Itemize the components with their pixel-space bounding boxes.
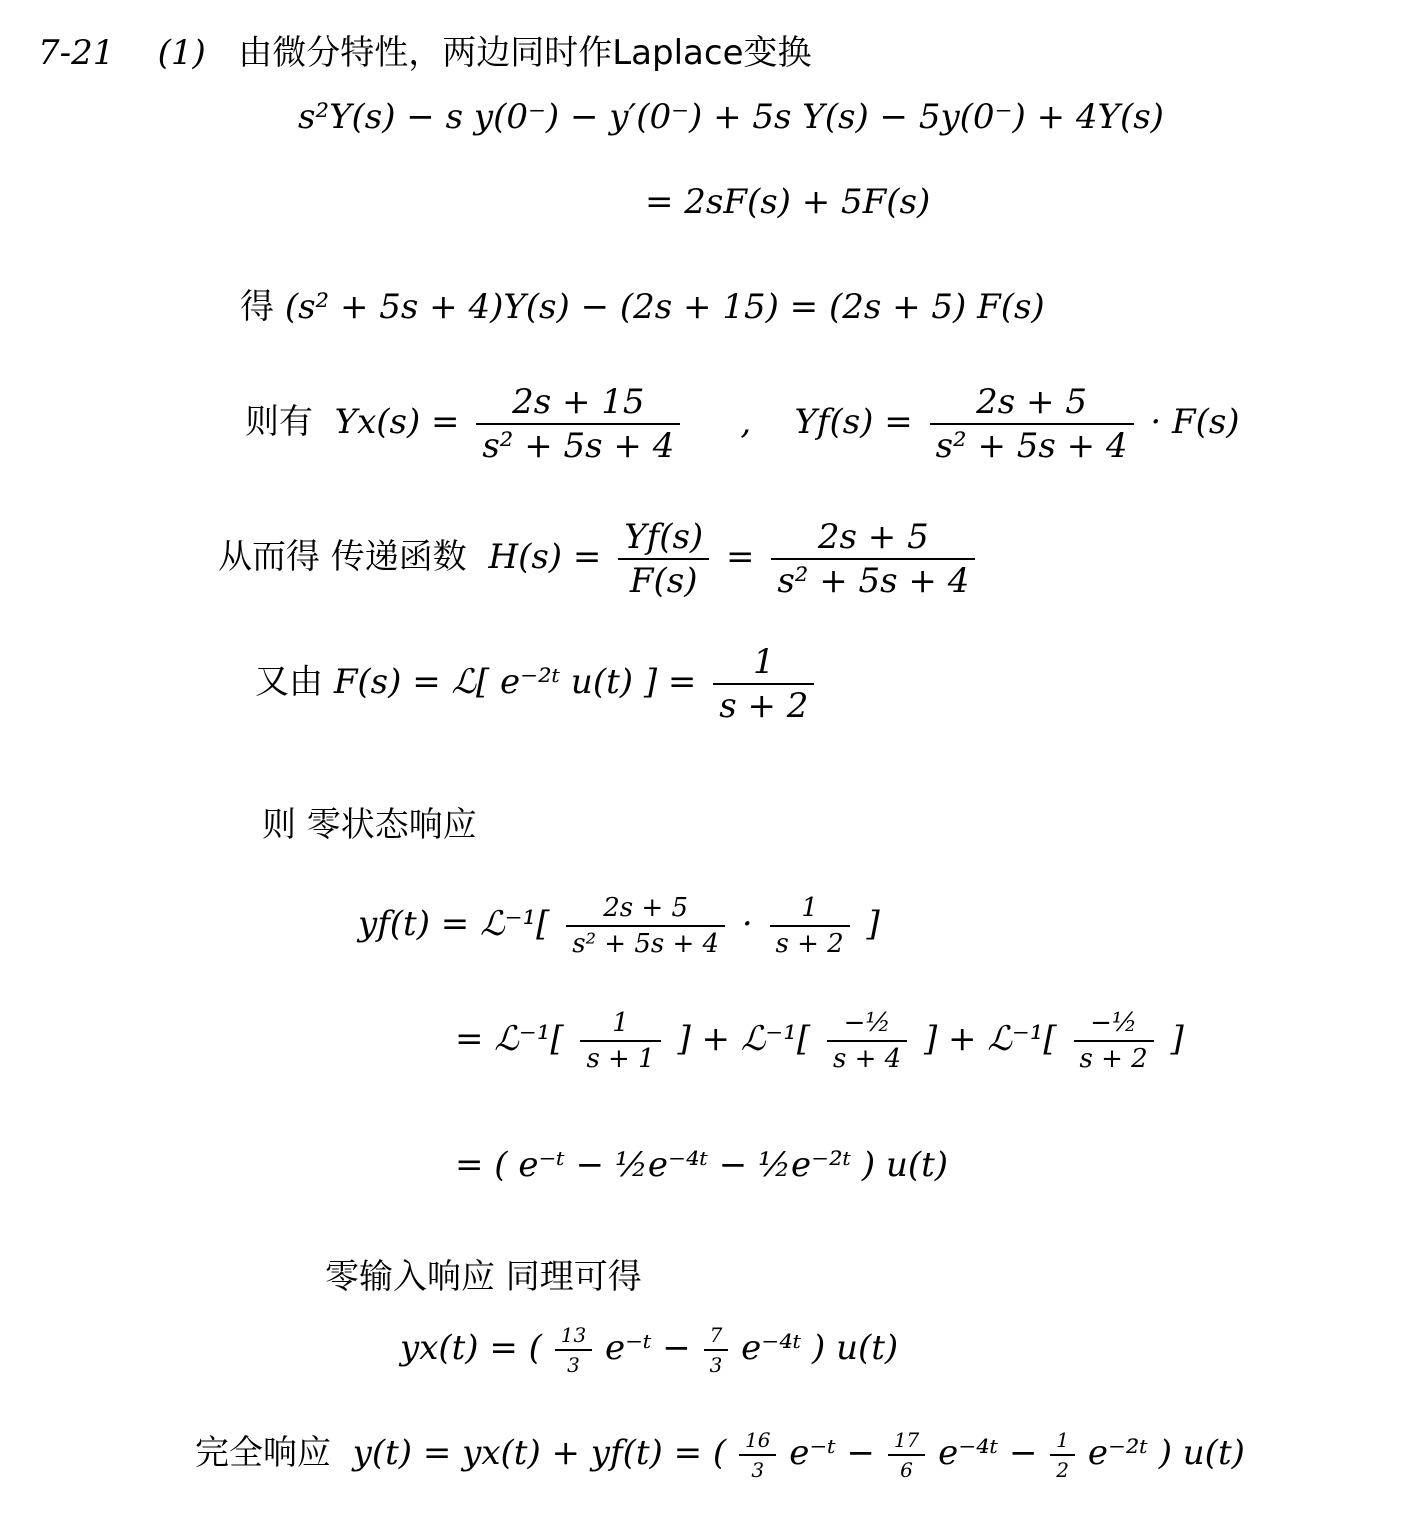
problem-heading <box>38 33 812 73</box>
y-coef-1-den: 3 <box>751 1458 765 1482</box>
y-coef-1-num: 16 <box>739 1430 776 1456</box>
intro-text: 由微分特性，两边同时作Laplace变换 <box>238 33 812 73</box>
pf-fraction-3 <box>1074 1010 1154 1072</box>
pf-part-2: ] + ℒ⁻¹[ <box>677 1019 811 1059</box>
problem-number: 7-21 <box>38 33 115 73</box>
yx-yf-s-domain <box>245 382 1240 466</box>
y-coef-3-den: 2 <box>1056 1458 1070 1482</box>
yx-coef-2-den: 3 <box>709 1353 723 1377</box>
transfer-function-line <box>218 517 981 601</box>
y-term-2: e⁻⁴ᵗ − <box>938 1433 1038 1473</box>
yf-numerator: 2s + 5 <box>930 385 1134 425</box>
pf-denominator-1: s + 1 <box>586 1044 655 1074</box>
h-fraction-ratio <box>618 517 709 601</box>
y-coef-3 <box>1050 1430 1075 1480</box>
multiply-dot: · <box>741 904 753 944</box>
partial-fractions-line <box>455 1010 1184 1072</box>
yf-tail: · F(s) <box>1150 402 1240 442</box>
yx-numerator: 2s + 15 <box>476 385 680 425</box>
input-transform-line <box>255 642 820 726</box>
h-fraction <box>771 517 975 601</box>
yf-lhs: Yf(s) = <box>794 402 913 442</box>
transfer-function-label: 从而得 传递函数 <box>218 537 467 577</box>
pf-fraction-2 <box>827 1010 907 1072</box>
yx-coef-1-num: 13 <box>555 1325 592 1351</box>
yf-time-numerator-2: 1 <box>770 895 850 927</box>
yx-term-1: e⁻ᵗ − <box>605 1328 691 1368</box>
yx-term-2: e⁻⁴ᵗ ) u(t) <box>741 1328 899 1368</box>
y-coef-3-num: 1 <box>1050 1430 1075 1456</box>
close-bracket: ] <box>866 904 880 944</box>
zero-input-label: 零输入响应 同理可得 <box>325 1257 642 1297</box>
laplace-transform-equation: s²Y(s) − s y(0⁻) − y′(0⁻) + 5s Y(s) − 5y(0⁻) + 4Y(s) <box>298 97 1164 137</box>
pf-part-1: = ℒ⁻¹[ <box>455 1019 564 1059</box>
yx-time-lhs: yx(t) = ( <box>400 1328 542 1368</box>
yf-fraction <box>930 382 1134 466</box>
zero-state-label: 则 零状态响应 <box>262 805 477 845</box>
pf-part-3: ] + ℒ⁻¹[ <box>923 1019 1057 1059</box>
yx-fraction <box>476 382 680 466</box>
y-coef-2-num: 17 <box>888 1430 925 1456</box>
pf-denominator-3: s + 2 <box>1079 1044 1148 1074</box>
y-coef-2 <box>888 1430 925 1480</box>
pf-numerator-3: −½ <box>1074 1010 1154 1042</box>
pf-numerator-1: 1 <box>580 1010 660 1042</box>
separator-comma: , <box>740 402 752 442</box>
also-label: 又由 <box>255 662 323 702</box>
h-denominator: s² + 5s + 4 <box>777 561 970 601</box>
yf-time-domain-line <box>358 895 880 957</box>
zero-input-heading <box>325 1257 642 1297</box>
yf-time-numerator-1: 2s + 5 <box>566 895 725 927</box>
complete-response-line <box>195 1430 1245 1480</box>
pf-denominator-2: s + 4 <box>832 1044 902 1074</box>
yx-coef-1 <box>555 1325 592 1375</box>
pf-part-4: ] <box>1170 1019 1184 1059</box>
yf-time-lhs: yf(t) = ℒ⁻¹[ <box>358 904 550 944</box>
yx-denominator: s² + 5s + 4 <box>482 426 675 466</box>
h-ratio-denominator: F(s) <box>629 561 698 601</box>
y-term-1: e⁻ᵗ − <box>789 1433 875 1473</box>
y-coef-2-den: 6 <box>900 1458 913 1482</box>
input-transform-denominator: s + 2 <box>719 686 809 726</box>
yf-time-denominator-1: s² + 5s + 4 <box>572 929 720 959</box>
collected-equation <box>240 287 1045 327</box>
h-lhs: H(s) = <box>488 537 602 577</box>
complete-lhs: y(t) = yx(t) + yf(t) = ( <box>352 1433 727 1473</box>
then-label: 则有 <box>245 402 313 442</box>
input-transform-expr: F(s) = ℒ[ e⁻²ᵗ u(t) ] = <box>333 662 697 702</box>
yf-denominator: s² + 5s + 4 <box>935 426 1128 466</box>
pf-fraction-1 <box>580 1010 660 1072</box>
yx-lhs: Yx(s) = <box>334 402 460 442</box>
zero-input-result <box>400 1325 898 1375</box>
yx-coef-1-den: 3 <box>567 1353 580 1377</box>
yf-time-denominator-2: s + 2 <box>775 929 844 959</box>
yx-coef-2-num: 7 <box>704 1325 729 1351</box>
zero-state-result: = ( e⁻ᵗ − ½e⁻⁴ᵗ − ½e⁻²ᵗ ) u(t) <box>455 1145 949 1185</box>
equals-sign: = <box>726 537 755 577</box>
y-coef-1 <box>739 1430 776 1480</box>
laplace-transform-rhs: = 2sF(s) + 5F(s) <box>645 182 931 222</box>
collected-expr: (s² + 5s + 4)Y(s) − (2s + 15) = (2s + 5) F(s) <box>284 287 1045 327</box>
yf-time-fraction-2 <box>770 895 850 957</box>
input-transform-fraction <box>713 642 814 726</box>
zero-state-heading <box>262 805 477 845</box>
part-label: (1) <box>157 33 206 73</box>
yf-time-fraction-1 <box>566 895 725 957</box>
pf-numerator-2: −½ <box>827 1010 907 1042</box>
h-ratio-numerator: Yf(s) <box>618 520 709 560</box>
complete-response-label: 完全响应 <box>195 1433 331 1473</box>
de-label: 得 <box>240 287 274 327</box>
input-transform-numerator: 1 <box>713 645 814 685</box>
yx-coef-2 <box>704 1325 729 1375</box>
y-term-3: e⁻²ᵗ ) u(t) <box>1087 1433 1245 1473</box>
h-numerator: 2s + 5 <box>771 520 975 560</box>
